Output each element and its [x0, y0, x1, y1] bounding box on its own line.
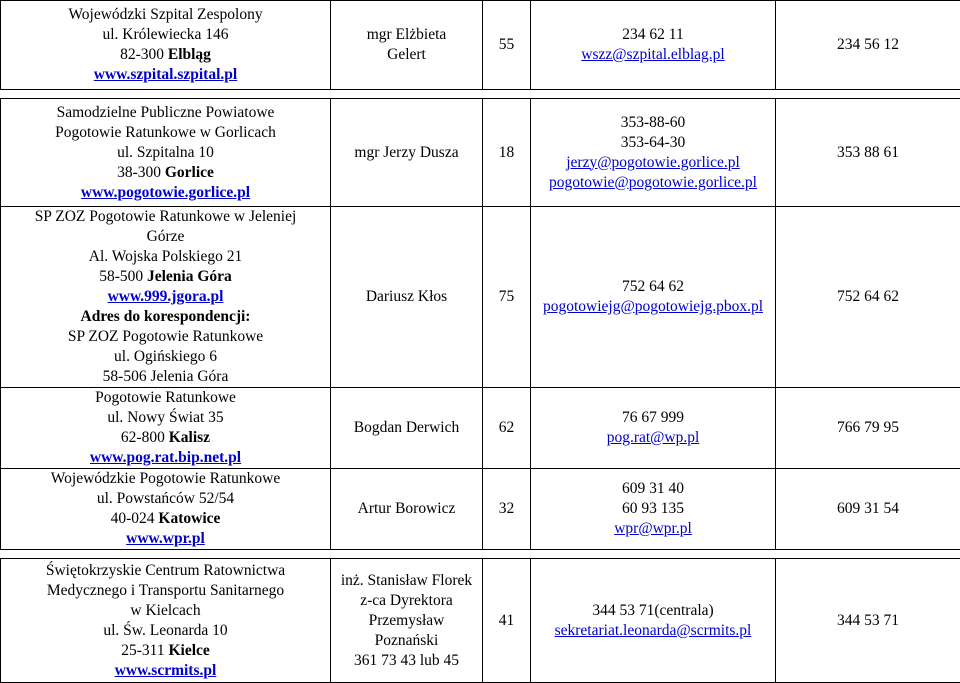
email-link[interactable]: pogotowiejg@pogotowiejg.pbox.pl [533, 297, 773, 317]
institution-line [3, 601, 328, 621]
director-cell [331, 1, 483, 90]
table-row [1, 469, 960, 550]
institution-line [3, 183, 328, 203]
email-link[interactable]: wpr@wpr.pl [533, 519, 773, 539]
institution-text: ul. Królewiecka 146 [102, 26, 228, 43]
gap-cell [1, 550, 331, 559]
fax-cell: 609 31 54 [776, 469, 960, 550]
website-link[interactable]: www.scrmits.pl [115, 662, 217, 679]
institution-line [3, 287, 328, 307]
institution-text: Samodzielne Publiczne Powiatowe [57, 104, 275, 121]
institution-text: Górze [147, 228, 185, 245]
institution-line [3, 207, 328, 227]
gap-cell [1, 90, 331, 99]
institution-line [3, 448, 328, 468]
institution-line [3, 367, 328, 387]
website-link[interactable]: www.pogotowie.gorlice.pl [81, 184, 250, 201]
institution-line [3, 428, 328, 448]
institution-cell [1, 469, 331, 550]
institution-text: 40-024 [111, 510, 159, 527]
gap-cell [776, 550, 960, 559]
director-line: Artur Borowicz [333, 499, 480, 519]
gap-cell [776, 90, 960, 99]
institution-line [3, 621, 328, 641]
phone-line: 752 64 62 [533, 277, 773, 297]
gap-cell [531, 550, 776, 559]
director-cell [331, 99, 483, 207]
row-gap [1, 90, 960, 99]
count-cell: 75 [483, 207, 531, 388]
director-line: mgr Elżbieta [333, 25, 480, 45]
institution-line [3, 509, 328, 529]
count-cell: 32 [483, 469, 531, 550]
institution-line [3, 247, 328, 267]
table-body [1, 1, 960, 683]
website-link[interactable]: www.999.jgora.pl [108, 288, 224, 305]
institution-text: Pogotowie Ratunkowe w Gorlicach [55, 124, 276, 141]
count-cell: 62 [483, 388, 531, 469]
institution-line [3, 529, 328, 549]
director-cell [331, 559, 483, 683]
director-line: Poznański [333, 631, 480, 651]
table-row [1, 1, 960, 90]
institution-line [3, 5, 328, 25]
institution-text: ul. Szpitalna 10 [117, 144, 214, 161]
director-line: Bogdan Derwich [333, 418, 480, 438]
phone-line: 344 53 71(centrala) [533, 601, 773, 621]
institution-cell [1, 559, 331, 683]
institution-text: Al. Wojska Polskiego 21 [89, 248, 242, 265]
gap-cell [331, 90, 483, 99]
institution-line [3, 561, 328, 581]
gap-cell [483, 550, 531, 559]
director-line: Przemysław [333, 611, 480, 631]
table-row [1, 388, 960, 469]
row-gap [1, 550, 960, 559]
fax-cell: 344 53 71 [776, 559, 960, 683]
count-cell: 41 [483, 559, 531, 683]
director-line: inż. Stanisław Florek [333, 571, 480, 591]
contact-cell [531, 99, 776, 207]
institution-line [3, 581, 328, 601]
fax-cell: 752 64 62 [776, 207, 960, 388]
institution-line [3, 267, 328, 287]
institution-cell [1, 207, 331, 388]
website-link[interactable]: www.pog.rat.bip.net.pl [90, 449, 241, 466]
institution-text: 58-506 Jelenia Góra [103, 368, 229, 385]
email-link[interactable]: sekretariat.leonarda@scrmits.pl [533, 621, 773, 641]
contact-cell [531, 559, 776, 683]
institution-text: SP ZOZ Pogotowie Ratunkowe [68, 328, 263, 345]
institution-line [3, 103, 328, 123]
institution-bold-text: Jelenia Góra [147, 268, 232, 285]
phone-line: 76 67 999 [533, 408, 773, 428]
institution-bold-text: Elbląg [168, 46, 211, 63]
institution-text: ul. Powstańców 52/54 [97, 490, 234, 507]
institution-bold-text: Kielce [168, 642, 209, 659]
institution-cell [1, 1, 331, 90]
table-row [1, 99, 960, 207]
contact-cell [531, 388, 776, 469]
institution-line [3, 469, 328, 489]
institution-text: Wojewódzki Szpital Zespolony [68, 6, 262, 23]
institution-line [3, 143, 328, 163]
institution-cell [1, 388, 331, 469]
count-cell: 18 [483, 99, 531, 207]
institution-bold-text: Gorlice [165, 164, 214, 181]
email-link[interactable]: pog.rat@wp.pl [533, 428, 773, 448]
website-link[interactable]: www.wpr.pl [126, 530, 205, 547]
institution-text: w Kielcach [130, 602, 200, 619]
institution-line [3, 45, 328, 65]
institution-text: 62-800 [121, 429, 169, 446]
director-line: z-ca Dyrektora [333, 591, 480, 611]
institution-line [3, 123, 328, 143]
contact-cell [531, 1, 776, 90]
institution-line [3, 163, 328, 183]
institution-text: 25-311 [121, 642, 168, 659]
fax-cell: 766 79 95 [776, 388, 960, 469]
contact-cell [531, 207, 776, 388]
institution-bold-text: Kalisz [169, 429, 210, 446]
director-line: Gelert [333, 45, 480, 65]
director-line: 361 73 43 lub 45 [333, 651, 480, 671]
institution-text: 82-300 [120, 46, 168, 63]
gap-cell [531, 90, 776, 99]
institution-text: ul. Nowy Świat 35 [107, 409, 223, 426]
institution-line [3, 227, 328, 247]
institution-line [3, 25, 328, 45]
gap-cell [483, 90, 531, 99]
institution-line [3, 661, 328, 681]
institution-text: 58-500 [99, 268, 147, 285]
institution-line [3, 641, 328, 661]
phone-line: 353-64-30 [533, 133, 773, 153]
institution-text: Medycznego i Transportu Sanitarnego [47, 582, 284, 599]
email-link[interactable]: jerzy@pogotowie.gorlice.pl [533, 153, 773, 173]
director-line: mgr Jerzy Dusza [333, 143, 480, 163]
phone-line: 353-88-60 [533, 113, 773, 133]
institution-bold-text: Katowice [158, 510, 220, 527]
institution-line [3, 65, 328, 85]
institution-cell [1, 99, 331, 207]
institution-text: ul. Ogińskiego 6 [114, 348, 217, 365]
institution-text: ul. Św. Leonarda 10 [103, 622, 227, 639]
contact-cell [531, 469, 776, 550]
director-line: Dariusz Kłos [333, 287, 480, 307]
gap-cell [331, 550, 483, 559]
director-cell [331, 207, 483, 388]
institution-text: Wojewódzkie Pogotowie Ratunkowe [51, 470, 281, 487]
institution-line [3, 307, 328, 327]
fax-cell: 353 88 61 [776, 99, 960, 207]
institution-text: 38-300 [117, 164, 165, 181]
table-row [1, 559, 960, 683]
institution-text: Świętokrzyskie Centrum Ratownictwa [46, 562, 285, 579]
email-link[interactable]: pogotowie@pogotowie.gorlice.pl [533, 173, 773, 193]
fax-cell: 234 56 12 [776, 1, 960, 90]
institution-text: Pogotowie Ratunkowe [95, 389, 236, 406]
phone-line: 60 93 135 [533, 499, 773, 519]
institution-line [3, 408, 328, 428]
phone-line: 234 62 11 [533, 25, 773, 45]
institution-line [3, 347, 328, 367]
institution-line [3, 388, 328, 408]
count-cell: 55 [483, 1, 531, 90]
table-row [1, 207, 960, 388]
institution-bold-text: Adres do korespondencji: [81, 308, 251, 325]
phone-line: 609 31 40 [533, 479, 773, 499]
director-cell [331, 469, 483, 550]
institution-line [3, 327, 328, 347]
institution-line [3, 489, 328, 509]
director-cell [331, 388, 483, 469]
institution-text: SP ZOZ Pogotowie Ratunkowe w Jeleniej [35, 208, 297, 225]
website-link[interactable]: www.szpital.szpital.pl [94, 66, 237, 83]
email-link[interactable]: wszz@szpital.elblag.pl [533, 45, 773, 65]
